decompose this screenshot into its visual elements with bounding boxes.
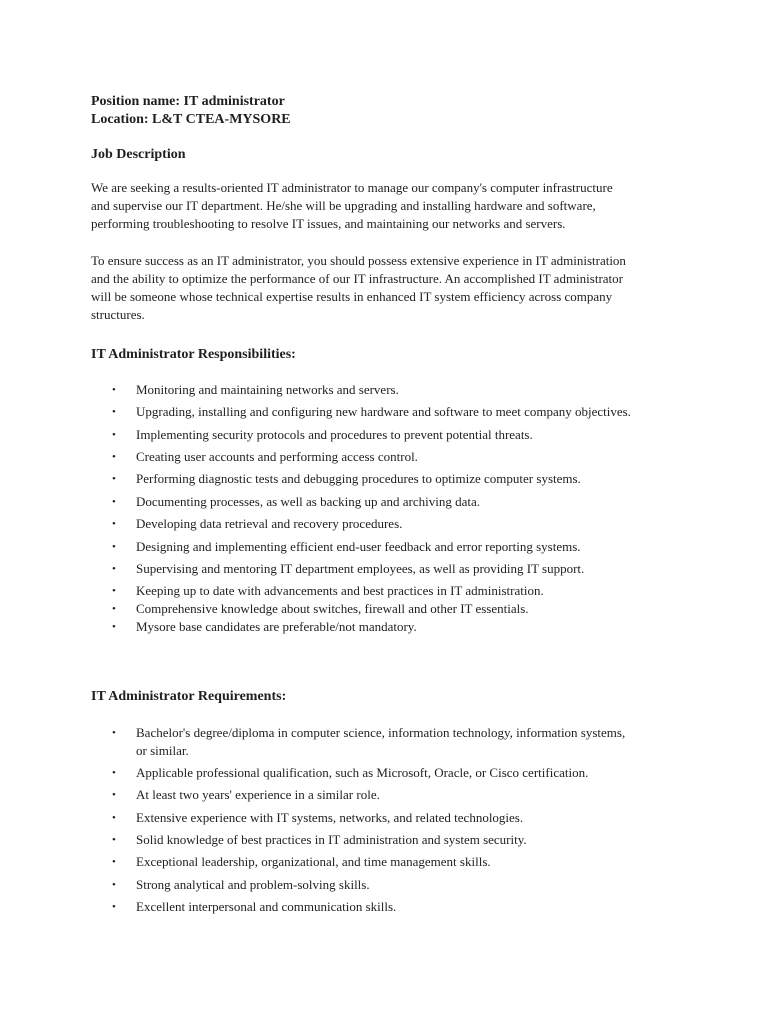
requirements-heading: IT Administrator Requirements:	[91, 689, 287, 704]
bullet-icon: •	[112, 767, 116, 779]
bullet-icon: •	[112, 834, 116, 846]
requirement-text: Extensive experience with IT systems, networks, and related technologies.	[136, 810, 524, 825]
bullet-icon: •	[112, 563, 116, 575]
job-description-paragraph-2	[91, 252, 691, 324]
bullet-icon: •	[112, 496, 116, 508]
bullet-icon: •	[112, 429, 116, 441]
bullet-icon: •	[112, 451, 116, 463]
paragraph-line: performing troubleshooting to resolve IT issues, and maintaining our networks and servers.	[91, 216, 566, 231]
responsibility-text: Implementing security protocols and procedures to prevent potential threats.	[136, 427, 533, 442]
bullet-icon: •	[112, 856, 116, 868]
responsibility-text: Supervising and mentoring IT department employees, as well as providing IT support.	[136, 561, 585, 576]
bullet-icon: •	[112, 789, 116, 801]
position-name-line: Position name: IT administrator	[91, 94, 285, 109]
paragraph-line: will be someone whose technical expertise results in enhanced IT system efficiency across company	[91, 289, 613, 304]
requirement-text-line: or similar.	[136, 743, 189, 758]
responsibility-text: Designing and implementing efficient end-user feedback and error reporting systems.	[136, 539, 581, 554]
bullet-icon: •	[112, 901, 116, 913]
bullet-icon: •	[112, 406, 116, 418]
requirement-text: At least two years' experience in a similar role.	[136, 787, 380, 802]
bullet-icon: •	[112, 727, 116, 739]
requirement-text	[136, 724, 625, 760]
requirement-text: Strong analytical and problem-solving skills.	[136, 877, 370, 892]
bullet-icon: •	[112, 518, 116, 530]
responsibility-text: Keeping up to date with advancements and best practices in IT administration.	[136, 583, 544, 598]
bullet-icon: •	[112, 585, 116, 597]
location-line: Location: L&T CTEA-MYSORE	[91, 112, 291, 127]
requirement-text: Solid knowledge of best practices in IT administration and system security.	[136, 832, 527, 847]
bullet-icon: •	[112, 541, 116, 553]
requirement-text: Excellent interpersonal and communication skills.	[136, 899, 397, 914]
responsibilities-heading: IT Administrator Responsibilities:	[91, 347, 296, 362]
paragraph-line: We are seeking a results-oriented IT administrator to manage our company's computer infrastructure	[91, 180, 613, 195]
requirement-text: Applicable professional qualification, such as Microsoft, Oracle, or Cisco certification.	[136, 765, 589, 780]
bullet-icon: •	[112, 879, 116, 891]
responsibility-text: Mysore base candidates are preferable/not mandatory.	[136, 619, 417, 634]
responsibility-text: Developing data retrieval and recovery procedures.	[136, 516, 403, 531]
responsibility-text: Creating user accounts and performing access control.	[136, 449, 418, 464]
bullet-icon: •	[112, 603, 116, 615]
responsibility-text: Upgrading, installing and configuring new hardware and software to meet company objectives.	[136, 404, 631, 419]
job-description-heading: Job Description	[91, 147, 186, 162]
requirement-text-line: Bachelor's degree/diploma in computer science, information technology, information systems,	[136, 725, 626, 740]
paragraph-line: To ensure success as an IT administrator, you should possess extensive experience in IT administration	[91, 253, 626, 268]
bullet-icon: •	[112, 621, 116, 633]
requirement-text: Exceptional leadership, organizational, and time management skills.	[136, 854, 491, 869]
bullet-icon: •	[112, 384, 116, 396]
bullet-icon: •	[112, 812, 116, 824]
paragraph-line: and supervise our IT department. He/she will be upgrading and installing hardware and software,	[91, 198, 596, 213]
paragraph-line: structures.	[91, 307, 145, 322]
responsibility-text: Comprehensive knowledge about switches, firewall and other IT essentials.	[136, 601, 529, 616]
responsibility-text: Performing diagnostic tests and debugging procedures to optimize computer systems.	[136, 471, 581, 486]
responsibility-text: Documenting processes, as well as backing up and archiving data.	[136, 494, 481, 509]
responsibility-text: Monitoring and maintaining networks and servers.	[136, 382, 399, 397]
bullet-icon: •	[112, 473, 116, 485]
job-description-paragraph-1	[91, 179, 691, 233]
paragraph-line: and the ability to optimize the performance of our IT infrastructure. An accomplished IT administrator	[91, 271, 623, 286]
